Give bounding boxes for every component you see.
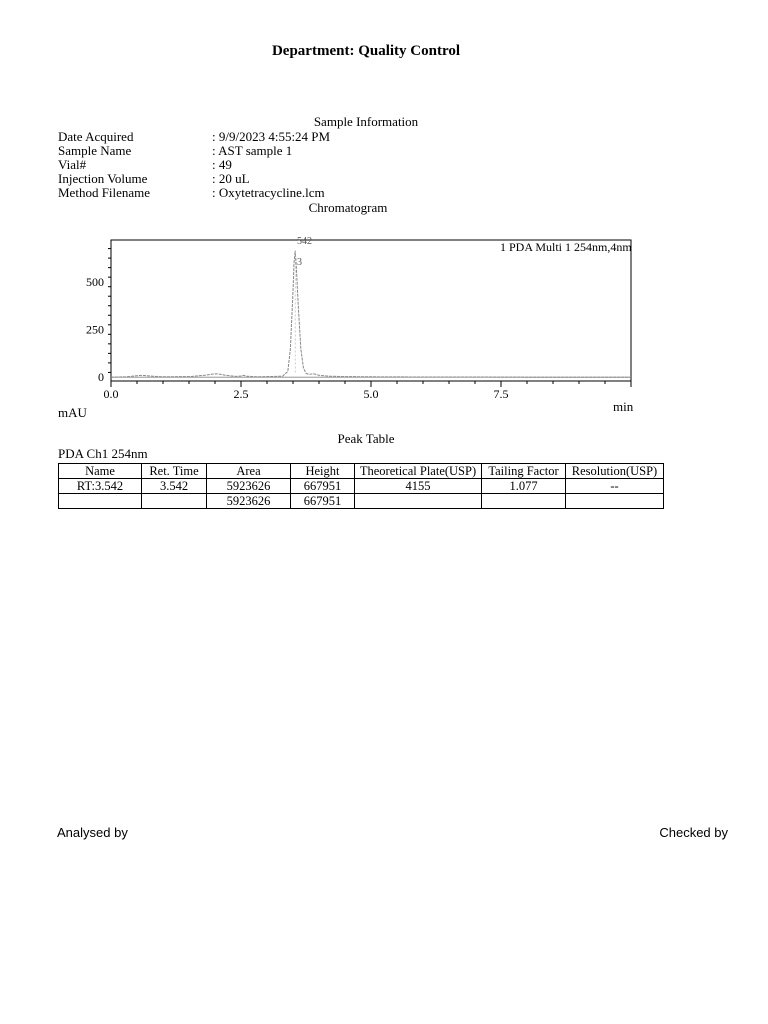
chromatogram-channel-label: 1 PDA Multi 1 254nm,4nm: [500, 240, 632, 254]
table-cell: [59, 494, 142, 509]
x-tick-label: 5.0: [363, 387, 379, 401]
table-cell: [142, 494, 207, 509]
chromatogram-heading: Chromatogram: [308, 200, 388, 215]
x-tick-label: 7.5: [493, 387, 509, 401]
peak-label-bottom: 3: [297, 257, 302, 268]
page-title: Department: Quality Control: [271, 43, 461, 59]
table-cell: [355, 494, 482, 509]
plot-frame: [111, 240, 631, 381]
peak-table-channel: PDA Ch1 254nm: [58, 446, 148, 461]
x-axis-unit: min: [613, 399, 634, 414]
table-cell: 4155: [355, 479, 482, 494]
table-row-total: [59, 494, 664, 509]
peak-label-top: 542: [297, 236, 312, 247]
checked-by-label: Checked by: [659, 825, 728, 840]
table-cell: 667951: [291, 479, 355, 494]
sample-info-heading: Sample Information: [313, 114, 419, 129]
table-cell: RT:3.542: [59, 479, 142, 494]
table-cell: 1.077: [482, 479, 566, 494]
method-filename-value: : Oxytetracycline.lcm: [212, 185, 325, 200]
x-tick-label: 2.5: [233, 387, 249, 401]
col-name-header: Name: [59, 464, 142, 479]
y-axis-unit: mAU: [58, 405, 87, 420]
sample-name-value: : AST sample 1: [212, 143, 293, 158]
col-height-header: Height: [291, 464, 355, 479]
col-resolution-header: Resolution(USP): [566, 464, 664, 479]
y-tick-label: 0: [98, 370, 104, 385]
table-cell: 667951: [291, 494, 355, 509]
date-acquired-label: Date Acquired: [58, 129, 134, 144]
y-tick-label: 250: [86, 322, 104, 337]
injection-volume-label: Injection Volume: [58, 171, 148, 186]
col-ret-time-header: Ret. Time: [142, 464, 207, 479]
table-cell: 5923626: [207, 479, 291, 494]
table-cell: [482, 494, 566, 509]
peak-table: [58, 463, 664, 509]
analysed-by-label: Analysed by: [57, 825, 128, 840]
table-cell: 3.542: [142, 479, 207, 494]
method-filename-label: Method Filename: [58, 185, 151, 200]
col-area-header: Area: [207, 464, 291, 479]
table-cell: 5923626: [207, 494, 291, 509]
y-tick-label: 500: [86, 274, 104, 289]
vial-value: : 49: [212, 157, 232, 172]
vial-label: Vial#: [58, 157, 87, 172]
sample-name-label: Sample Name: [58, 143, 132, 158]
col-theoretical-plate-header: Theoretical Plate(USP): [355, 464, 482, 479]
table-cell: [566, 494, 664, 509]
chromatogram-chart: [0, 0, 768, 440]
table-cell: --: [566, 479, 664, 494]
chromatogram-series-line: [111, 251, 631, 378]
table-row: [59, 479, 664, 494]
injection-volume-value: : 20 uL: [212, 171, 250, 186]
col-tailing-factor-header: Tailing Factor: [482, 464, 566, 479]
x-tick-label: 0.0: [103, 387, 119, 401]
peak-table-heading: Peak Table: [337, 431, 395, 446]
peak-table-header-row: [59, 464, 664, 479]
date-acquired-value: : 9/9/2023 4:55:24 PM: [212, 129, 331, 144]
